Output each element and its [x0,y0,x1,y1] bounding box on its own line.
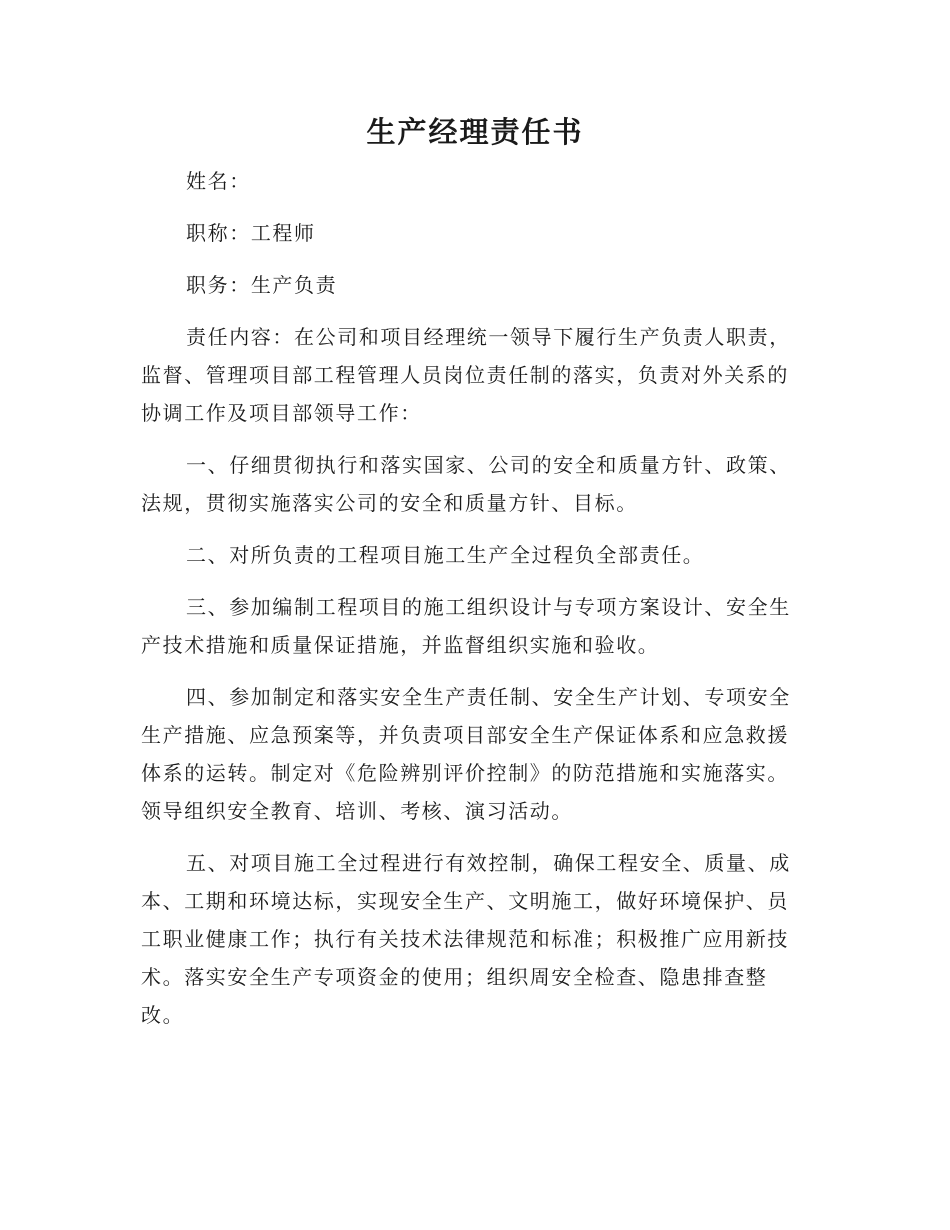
clause-5: 五、对项目施工全过程进行有效控制，确保工程安全、质量、成本、工期和环境达标，实现安全生产、文明施工，做好环境保护、员工职业健康工作；执行有关技术法律规范和标准；积极推广应用新技术。落实安全生产专项资金的使用；组织周安全检查、隐患排查整改。 [141,851,791,1027]
intro-paragraph: 责任内容：在公司和项目经理统一领导下履行生产负责人职责，监督、管理项目部工程管理人员岗位责任制的落实，负责对外关系的协调工作及项目部领导工作： [141,325,791,425]
field-name-label: 姓名： [186,169,251,193]
document-title: 生产经理责任书 [366,115,584,149]
field-title-label: 职称： [186,221,251,245]
field-name [141,162,799,200]
field-title-value: 工程师 [250,221,316,245]
clause-3: 三、参加编制工程项目的施工组织设计与专项方案设计、安全生产技术措施和质量保证措施，并监督组织实施和验收。 [141,595,791,657]
field-position [141,266,799,304]
clause-2: 二、对所负责的工程项目施工生产全过程负全部责任。 [186,543,705,567]
clause-4: 四、参加制定和落实安全生产责任制、安全生产计划、专项安全生产措施、应急预案等，并负责项目部安全生产保证体系和应急救援体系的运转。制定对《危险辨别评价控制》的防范措施和实施落实。领导组织安全教育、培训、考核、演习活动。 [141,685,791,823]
field-position-value: 生产负责 [250,273,338,297]
document-body [141,162,799,1048]
field-position-label: 职务： [186,273,251,297]
clause-1: 一、仔细贯彻执行和落实国家、公司的安全和质量方针、政策、法规，贯彻实施落实公司的安全和质量方针、目标。 [141,453,791,515]
field-title [141,214,799,252]
